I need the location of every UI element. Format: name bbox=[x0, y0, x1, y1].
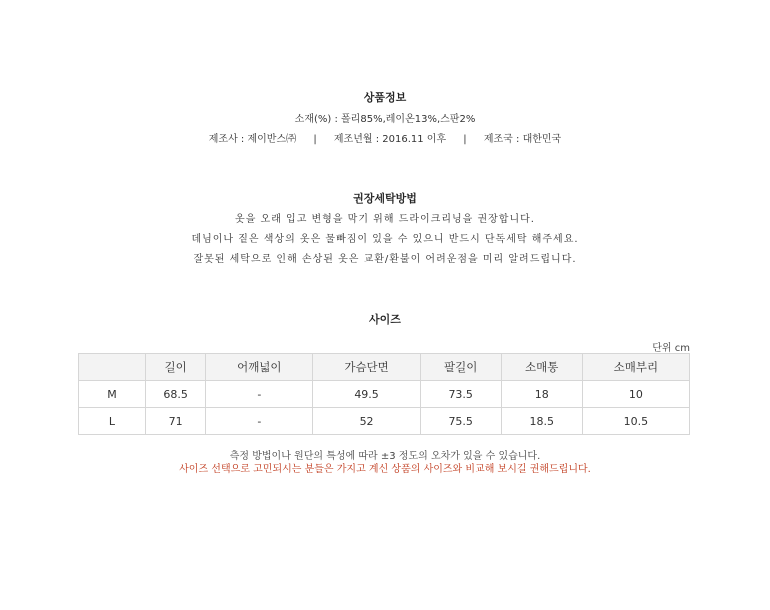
size-label-cell: L bbox=[79, 408, 146, 435]
size-table bbox=[78, 353, 690, 435]
header-cell: 길이 bbox=[146, 354, 206, 381]
table-cell: 10.5 bbox=[582, 408, 689, 435]
care-line: 옷을 오래 입고 변형을 막기 위해 드라이크리닝을 권장합니다. bbox=[235, 214, 535, 225]
manufacture-line bbox=[0, 130, 770, 145]
header-cell: 팔길이 bbox=[420, 354, 501, 381]
table-cell: 10 bbox=[582, 381, 689, 408]
divider: | bbox=[463, 134, 467, 145]
table-cell: 73.5 bbox=[420, 381, 501, 408]
table-cell: 75.5 bbox=[420, 408, 501, 435]
table-cell: 68.5 bbox=[146, 381, 206, 408]
size-recommendation-note: 사이즈 선택으로 고민되시는 분들은 가지고 계신 상품의 사이즈와 비교해 보시길 권해드립니다. bbox=[179, 464, 591, 475]
header-cell: 소매부리 bbox=[582, 354, 689, 381]
header-cell-empty bbox=[79, 354, 146, 381]
size-title: 사이즈 bbox=[369, 313, 401, 326]
table-cell: 71 bbox=[146, 408, 206, 435]
table-row bbox=[79, 381, 690, 408]
header-cell: 소매통 bbox=[501, 354, 582, 381]
care-line: 잘못된 세탁으로 인해 손상된 옷은 교환/환불이 어려운점을 미리 알려드립니다. bbox=[193, 254, 577, 265]
country-value: : 대한민국 bbox=[516, 134, 562, 145]
table-cell: 18.5 bbox=[501, 408, 582, 435]
divider: | bbox=[313, 134, 317, 145]
size-label-cell: M bbox=[79, 381, 146, 408]
manufacture-date-label: 제조년월 bbox=[333, 134, 373, 145]
care-line: 데님이나 짙은 색상의 옷은 물빠짐이 있을 수 있으니 반드시 단독세탁 해주세요. bbox=[191, 234, 579, 245]
size-unit: 단위 cm bbox=[652, 343, 690, 354]
manufacture-date-value: : 2016.11 이후 bbox=[375, 134, 447, 145]
manufacturer-label: 제조사 bbox=[208, 134, 238, 145]
table-row bbox=[79, 408, 690, 435]
table-cell: 18 bbox=[501, 381, 582, 408]
size-table-header-row bbox=[79, 354, 690, 381]
table-cell: - bbox=[206, 381, 313, 408]
product-info-title: 상품정보 bbox=[363, 91, 407, 104]
manufacturer-value: : 제이반스㈜ bbox=[240, 134, 297, 145]
table-cell: 52 bbox=[313, 408, 420, 435]
table-cell: 49.5 bbox=[313, 381, 420, 408]
header-cell: 어깨넓이 bbox=[206, 354, 313, 381]
header-cell: 가슴단면 bbox=[313, 354, 420, 381]
country-label: 제조국 bbox=[483, 134, 513, 145]
table-cell: - bbox=[206, 408, 313, 435]
care-title: 권장세탁방법 bbox=[353, 192, 417, 205]
measurement-note: 측정 방법이나 원단의 특성에 따라 ±3 정도의 오차가 있을 수 있습니다. bbox=[229, 451, 541, 462]
material-line: 소재(%) : 폴리85%,레이온13%,스판2% bbox=[294, 114, 476, 125]
